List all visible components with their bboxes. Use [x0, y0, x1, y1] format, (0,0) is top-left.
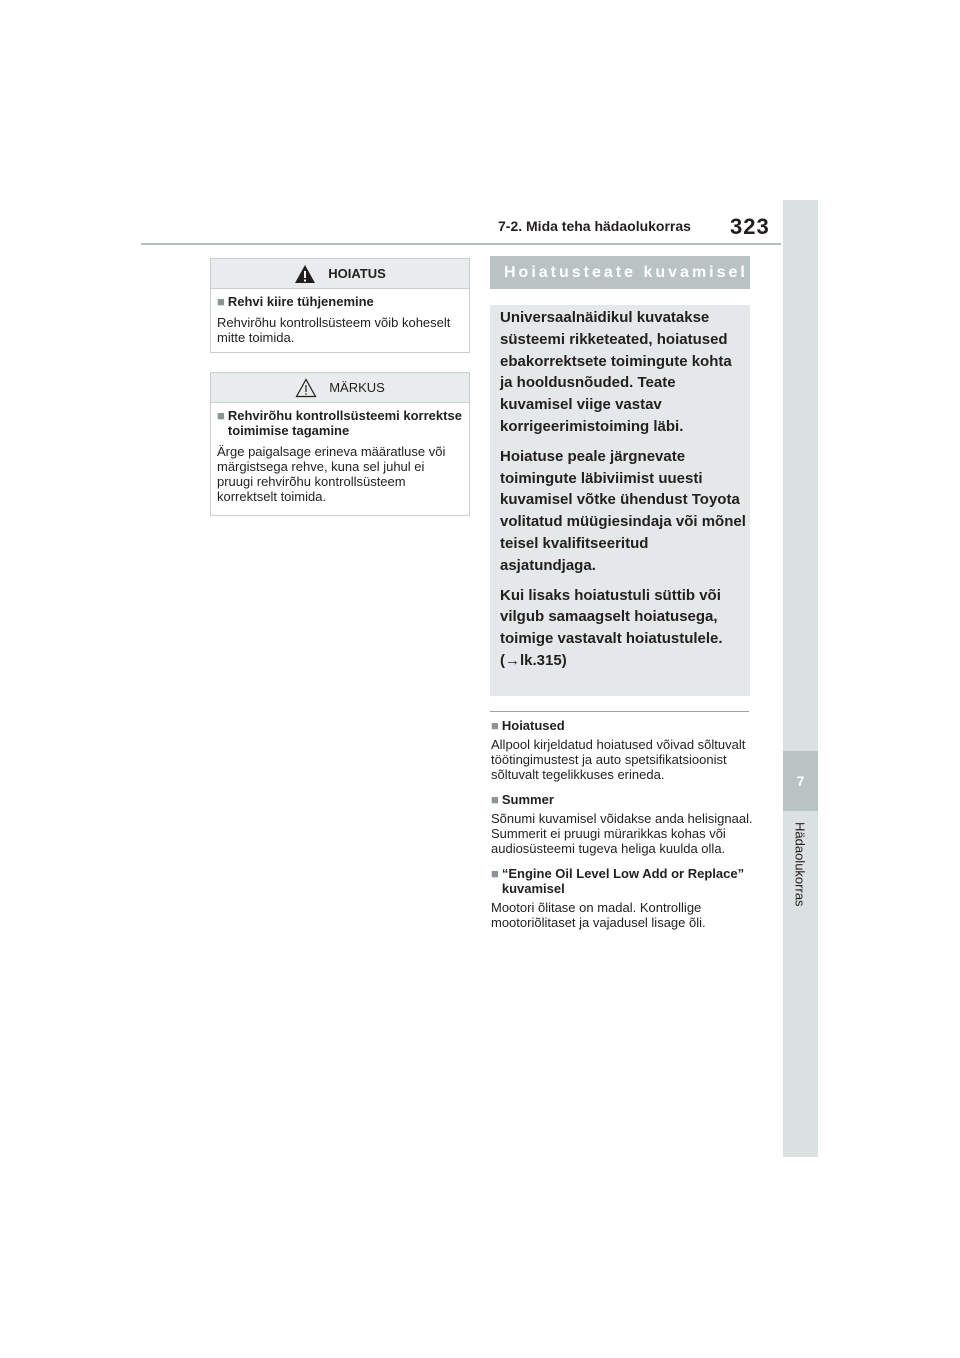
note-heading: ■ Summer	[491, 792, 554, 807]
notes	[491, 718, 753, 940]
warning-filled-icon	[294, 264, 316, 284]
bullet-square-icon: ■	[491, 718, 499, 733]
notice-title: MÄRKUS	[329, 380, 385, 395]
info-paragraph: Universaalnäidikul kuvatakse süsteemi rikketeated, hoiatused ebakorrektsete toimingute kohta ja hooldusnõuded. Teate kuvamisel viige vastav korrigeerimistoiming läbi.	[500, 309, 732, 435]
warning-subtitle: ■ Rehvi kiire tühjenemine	[217, 294, 374, 309]
info-section-title: Hoiatusteate kuvamisel	[490, 256, 750, 289]
section-title: 7-2. Mida teha hädaolukorras	[498, 218, 691, 234]
notes-separator	[490, 711, 749, 712]
notice-subtitle: ■ Rehvirõhu kontrollsüsteemi korrektse toimimise tagamine	[217, 408, 462, 438]
bullet-square-icon: ■	[491, 866, 499, 881]
side-tab	[783, 200, 818, 1157]
note-text: Mootori õlitase on madal. Kontrollige mootoriõlitaset ja vajadusel lisage õli.	[491, 900, 706, 930]
warning-title: HOIATUS	[328, 266, 386, 281]
warning-box	[210, 258, 470, 353]
notice-box-header	[211, 373, 469, 403]
info-paragraph: Hoiatuse peale järgnevate toimingute läbiviimist uuesti kuvamisel võtke ühendust Toyota volitatud müügiesindaja või mõnel teisel kvalifitseeritud asjatundjaga.	[500, 447, 746, 574]
notice-text: Ärge paigalsage erineva määratluse või märgistsega rehve, kuna sel juhul ei pruugi rehvirõhu kontrollsüsteem korrektselt toimida.	[217, 444, 446, 504]
bullet-square-icon: ■	[217, 294, 225, 309]
bullet-square-icon: ■	[491, 792, 499, 807]
bullet-square-icon: ■	[217, 408, 225, 423]
note-heading: ■ “Engine Oil Level Low Add or Replace” kuvamisel	[491, 866, 745, 896]
info-section-content	[500, 307, 746, 680]
warning-box-header	[211, 259, 469, 289]
notice-box	[210, 372, 470, 516]
chapter-label: Hädaolukorras	[792, 822, 808, 907]
note-text: Allpool kirjeldatud hoiatused võivad sõltuvalt töötingimustest ja auto spetsifikatsioonist sõltuvalt tegelikkuses erineda.	[491, 737, 746, 782]
page-number: 323	[730, 214, 770, 239]
chapter-number: 7	[783, 751, 818, 811]
header-rule	[141, 243, 781, 245]
note-heading: ■ Hoiatused	[491, 718, 565, 733]
warning-text: Rehvirõhu kontrollsüsteem võib koheselt mitte toimida.	[217, 315, 451, 345]
info-paragraph: Kui lisaks hoiatustuli süttib või vilgub samaagselt hoiatusega, toimige vastavalt hoiatustulele. (→lk.315)	[500, 586, 723, 669]
warning-outline-icon	[295, 378, 317, 398]
note-text: Sõnumi kuvamisel võidakse anda helisignaal. Summerit ei pruugi mürarikkas kohas või audiosüsteemi tugeva heliga kuulda olla.	[491, 811, 753, 856]
